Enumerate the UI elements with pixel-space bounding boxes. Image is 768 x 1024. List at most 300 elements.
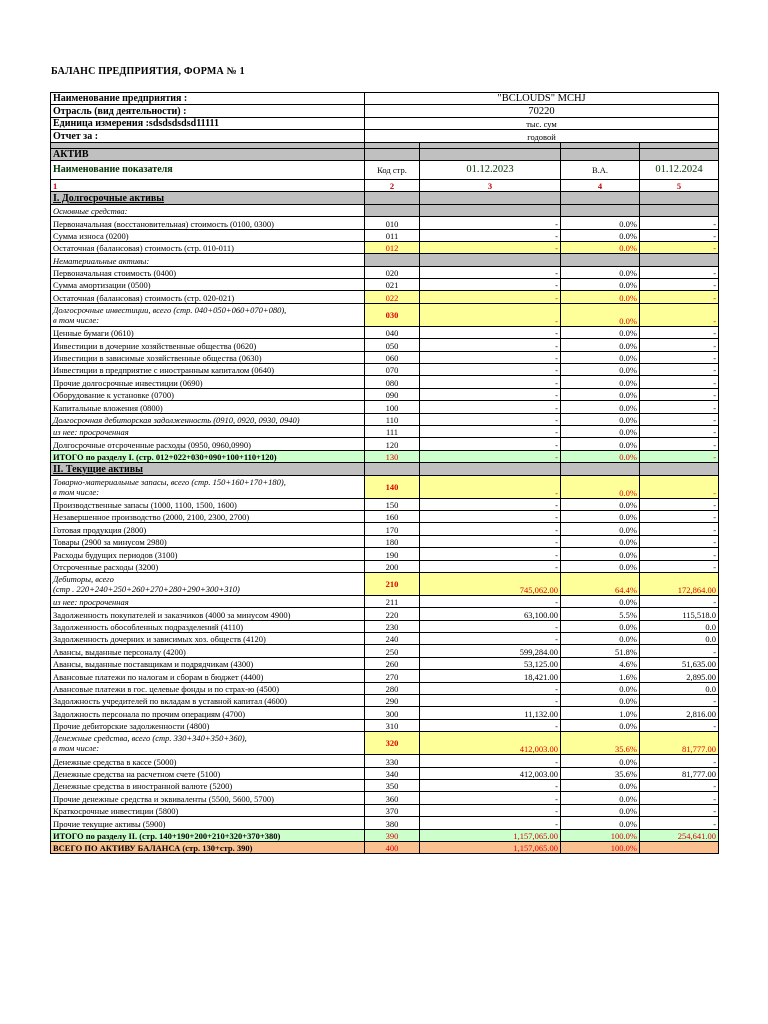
column-number-row bbox=[51, 179, 719, 191]
table-row bbox=[51, 279, 719, 291]
row-code: 340 bbox=[365, 767, 420, 779]
row-value-v2: - bbox=[640, 351, 719, 363]
row-label: Авансы, выданные поставщикам и подрядчикам (4300) bbox=[51, 657, 365, 669]
row-code: 310 bbox=[365, 719, 420, 731]
row-value-v1: - bbox=[420, 779, 561, 791]
row-label-line2: (стр . 220+240+250+260+270+280+290+300+310) bbox=[53, 583, 240, 594]
row-label-line: Долгосрочные инвестиции, всего (стр. 040+050+060+070+080), bbox=[53, 304, 287, 315]
row-code: 190 bbox=[365, 548, 420, 560]
row-value-va: 0.0% bbox=[561, 560, 640, 572]
row-code: 280 bbox=[365, 682, 420, 694]
row-value-v1: 1,157,065.00 bbox=[420, 841, 561, 853]
row-value-v2: 81,777.00 bbox=[640, 732, 719, 755]
row-code: 390 bbox=[365, 829, 420, 841]
row-value-va: 0.0% bbox=[561, 376, 640, 388]
row-label: Первоначальная (восстановительная) стоимость (0100, 0300) bbox=[51, 217, 365, 229]
row-value-v2: - bbox=[640, 755, 719, 767]
row-value-v1: 412,003.00 bbox=[420, 732, 561, 755]
row-code: 120 bbox=[365, 438, 420, 450]
row-code: 180 bbox=[365, 535, 420, 547]
table-row bbox=[51, 339, 719, 351]
row-label: Капитальные вложения (0800) bbox=[51, 401, 365, 413]
row-value-v1: 745,062.00 bbox=[420, 572, 561, 595]
row-label: Инвестиции в зависимые хозяйственные общества (0630) bbox=[51, 351, 365, 363]
row-value-v2: - bbox=[640, 510, 719, 522]
table-row bbox=[51, 707, 719, 719]
row-code: 300 bbox=[365, 707, 420, 719]
row-value-va: 35.6% bbox=[561, 767, 640, 779]
table-row bbox=[51, 291, 719, 303]
table-row bbox=[51, 498, 719, 510]
row-value-v2: - bbox=[640, 401, 719, 413]
row-code: 011 bbox=[365, 229, 420, 241]
table-row bbox=[51, 303, 719, 326]
row-value-v1: - bbox=[420, 450, 561, 462]
table-row bbox=[51, 620, 719, 632]
row-code: 010 bbox=[365, 217, 420, 229]
row-value-v2: - bbox=[640, 388, 719, 400]
row-code: 111 bbox=[365, 425, 420, 437]
row-value-va: 0.0% bbox=[561, 595, 640, 607]
table-row bbox=[51, 682, 719, 694]
row-value-v1: 53,125.00 bbox=[420, 657, 561, 669]
empty-cell bbox=[365, 192, 420, 204]
row-value-va: 0.0% bbox=[561, 279, 640, 291]
row-code: 220 bbox=[365, 608, 420, 620]
column-number: 1 bbox=[51, 179, 365, 191]
empty-cell bbox=[640, 254, 719, 266]
empty-cell bbox=[420, 463, 561, 475]
section-title: II. Текущие активы bbox=[51, 463, 365, 475]
row-code: 140 bbox=[365, 475, 420, 498]
empty-cell bbox=[420, 148, 561, 160]
table-row bbox=[51, 560, 719, 572]
row-value-va: 64.4% bbox=[561, 572, 640, 595]
row-value-v2: - bbox=[640, 303, 719, 326]
column-header-date1: 01.12.2023 bbox=[420, 160, 561, 179]
row-value-v2: - bbox=[640, 376, 719, 388]
row-label: Сумма износа (0200) bbox=[51, 229, 365, 241]
column-header-row bbox=[51, 160, 719, 179]
row-value-v2: 0.0 bbox=[640, 633, 719, 645]
row-label: Ценные бумаги (0610) bbox=[51, 326, 365, 338]
row-value-v1: - bbox=[420, 413, 561, 425]
table-row bbox=[51, 401, 719, 413]
row-value-v1: - bbox=[420, 303, 561, 326]
row-label: Остаточная (балансовая) стоимость (стр. 020-021) bbox=[51, 291, 365, 303]
empty-cell bbox=[420, 204, 561, 216]
row-code: 110 bbox=[365, 413, 420, 425]
row-code: 090 bbox=[365, 388, 420, 400]
subsection-title: Основные средства: bbox=[51, 204, 365, 216]
industry-value: 70220 bbox=[365, 105, 719, 117]
row-value-v2: - bbox=[640, 595, 719, 607]
row-value-v1: - bbox=[420, 326, 561, 338]
table-row bbox=[51, 450, 719, 462]
row-label: Авансовые платежи в гос. целевые фонды и по страх-ю (4500) bbox=[51, 682, 365, 694]
table-row bbox=[51, 229, 719, 241]
table-row bbox=[51, 572, 719, 595]
row-code: 160 bbox=[365, 510, 420, 522]
row-value-v2 bbox=[640, 841, 719, 853]
row-label: Краткосрочные инвестиции (5800) bbox=[51, 804, 365, 816]
row-value-v1: - bbox=[420, 817, 561, 829]
empty-cell bbox=[365, 254, 420, 266]
row-label: Инвестиции в предприятие с иностранным капиталом (0640) bbox=[51, 364, 365, 376]
row-value-v2: - bbox=[640, 695, 719, 707]
row-label-line2: в том числе: bbox=[53, 314, 100, 325]
row-code: 211 bbox=[365, 595, 420, 607]
row-value-va: 0.0% bbox=[561, 523, 640, 535]
row-value-v2: - bbox=[640, 817, 719, 829]
row-value-v2: - bbox=[640, 425, 719, 437]
row-code: 020 bbox=[365, 266, 420, 278]
row-value-va: 0.0% bbox=[561, 510, 640, 522]
section-title: I. Долгосрочные активы bbox=[51, 192, 365, 204]
row-value-v2: 115,518.0 bbox=[640, 608, 719, 620]
row-value-va: 0.0% bbox=[561, 229, 640, 241]
period-value: годовой bbox=[365, 130, 719, 142]
column-header-date2: 01.12.2024 bbox=[640, 160, 719, 179]
row-label: Долгосрочная дебиторская задолженность (0910, 0920, 0930, 0940) bbox=[51, 413, 365, 425]
row-value-v1: - bbox=[420, 376, 561, 388]
row-value-v1: - bbox=[420, 279, 561, 291]
row-value-v1: - bbox=[420, 291, 561, 303]
table-row bbox=[51, 645, 719, 657]
row-code: 210 bbox=[365, 572, 420, 595]
row-value-va: 0.0% bbox=[561, 535, 640, 547]
row-value-va: 51.8% bbox=[561, 645, 640, 657]
row-value-va: 0.0% bbox=[561, 804, 640, 816]
row-label-line: Денежные средства, всего (стр. 330+340+350+360), bbox=[53, 733, 247, 744]
row-value-v1: - bbox=[420, 339, 561, 351]
row-code: 240 bbox=[365, 633, 420, 645]
row-value-va: 0.0% bbox=[561, 450, 640, 462]
row-value-va: 0.0% bbox=[561, 326, 640, 338]
row-code: 250 bbox=[365, 645, 420, 657]
row-value-v1: - bbox=[420, 229, 561, 241]
header-row-company bbox=[51, 93, 719, 105]
table-row bbox=[51, 548, 719, 560]
row-label-line2: в том числе: bbox=[53, 743, 100, 754]
row-value-v2: - bbox=[640, 339, 719, 351]
row-code: 380 bbox=[365, 817, 420, 829]
row-label: Незавершенное производство (2000, 2100, 2300, 2700) bbox=[51, 510, 365, 522]
row-label-line: Товарно-материальные запасы, всего (стр. 150+160+170+180), bbox=[53, 476, 286, 487]
empty-cell bbox=[365, 204, 420, 216]
row-value-va: 0.0% bbox=[561, 303, 640, 326]
table-row bbox=[51, 376, 719, 388]
row-value-v2: 0.0 bbox=[640, 620, 719, 632]
row-value-v1: - bbox=[420, 792, 561, 804]
table-row bbox=[51, 241, 719, 253]
row-value-v2: - bbox=[640, 548, 719, 560]
table-row bbox=[51, 670, 719, 682]
row-label: из нее: просроченная bbox=[51, 595, 365, 607]
row-value-va: 0.0% bbox=[561, 351, 640, 363]
row-value-va: 0.0% bbox=[561, 475, 640, 498]
table-row bbox=[51, 657, 719, 669]
row-value-va: 0.0% bbox=[561, 682, 640, 694]
row-code: 260 bbox=[365, 657, 420, 669]
row-label: Денежные средства на расчетном счете (5100) bbox=[51, 767, 365, 779]
column-header-va: В.А. bbox=[561, 160, 640, 179]
empty-cell bbox=[420, 254, 561, 266]
column-number: 5 bbox=[640, 179, 719, 191]
empty-cell bbox=[420, 192, 561, 204]
row-label: Денежные средства в иностранной валюте (5200) bbox=[51, 779, 365, 791]
row-value-v1: - bbox=[420, 475, 561, 498]
row-value-v1: 412,003.00 bbox=[420, 767, 561, 779]
row-label: Денежные средства в кассе (5000) bbox=[51, 755, 365, 767]
row-value-va: 0.0% bbox=[561, 755, 640, 767]
row-value-v2: 81,777.00 bbox=[640, 767, 719, 779]
empty-cell bbox=[561, 148, 640, 160]
row-label: ИТОГО по разделу II. (стр. 140+190+200+210+320+370+380) bbox=[51, 829, 365, 841]
row-value-v1: - bbox=[420, 498, 561, 510]
table-row bbox=[51, 841, 719, 853]
balance-sheet-table bbox=[50, 92, 719, 854]
empty-cell bbox=[561, 254, 640, 266]
row-value-va: 1.6% bbox=[561, 670, 640, 682]
row-value-va: 0.0% bbox=[561, 695, 640, 707]
table-row bbox=[51, 817, 719, 829]
row-code: 320 bbox=[365, 732, 420, 755]
aktiv-label: АКТИВ bbox=[51, 148, 365, 160]
table-row bbox=[51, 510, 719, 522]
row-value-va: 0.0% bbox=[561, 817, 640, 829]
row-value-va: 0.0% bbox=[561, 719, 640, 731]
row-value-va: 0.0% bbox=[561, 401, 640, 413]
header-label: Отрасль (вид деятельности) : bbox=[51, 105, 365, 117]
table-row bbox=[51, 326, 719, 338]
row-value-va: 0.0% bbox=[561, 388, 640, 400]
table-row bbox=[51, 463, 719, 475]
row-label bbox=[51, 475, 365, 498]
row-value-v1: - bbox=[420, 804, 561, 816]
row-label: Прочие денежные средства и эквиваленты (5500, 5600, 5700) bbox=[51, 792, 365, 804]
row-label bbox=[51, 572, 365, 595]
row-value-v1: - bbox=[420, 595, 561, 607]
row-value-v1: 11,132.00 bbox=[420, 707, 561, 719]
row-value-v2: - bbox=[640, 560, 719, 572]
row-value-v2: - bbox=[640, 523, 719, 535]
header-label: Единица измерения :sdsdsdsdsd11111 bbox=[51, 117, 365, 129]
column-header-code: Код стр. bbox=[365, 160, 420, 179]
table-row bbox=[51, 523, 719, 535]
row-value-va: 0.0% bbox=[561, 364, 640, 376]
row-value-v1: - bbox=[420, 695, 561, 707]
row-value-v2: - bbox=[640, 475, 719, 498]
row-label: Остаточная (балансовая) стоимость (стр. 010-011) bbox=[51, 241, 365, 253]
row-value-v1: - bbox=[420, 560, 561, 572]
row-value-v2: 0.0 bbox=[640, 682, 719, 694]
column-number: 4 bbox=[561, 179, 640, 191]
row-value-v2: - bbox=[640, 291, 719, 303]
row-value-v1: - bbox=[420, 241, 561, 253]
row-value-v2: 2,895.00 bbox=[640, 670, 719, 682]
row-code: 150 bbox=[365, 498, 420, 510]
column-number: 2 bbox=[365, 179, 420, 191]
header-row-industry bbox=[51, 105, 719, 117]
row-label: ИТОГО по разделу I. (стр. 012+022+030+090+100+110+120) bbox=[51, 450, 365, 462]
row-value-v2: - bbox=[640, 364, 719, 376]
row-label: Долгосрочные отсроченные расходы (0950, 0960,0990) bbox=[51, 438, 365, 450]
table-row bbox=[51, 351, 719, 363]
row-label: Расходы будущих периодов (3100) bbox=[51, 548, 365, 560]
row-label: Авансовые платежи по налогам и сборам в бюджет (4400) bbox=[51, 670, 365, 682]
table-row bbox=[51, 608, 719, 620]
table-row bbox=[51, 829, 719, 841]
row-code: 330 bbox=[365, 755, 420, 767]
table-row bbox=[51, 779, 719, 791]
row-value-v2: - bbox=[640, 229, 719, 241]
row-value-v1: 1,157,065.00 bbox=[420, 829, 561, 841]
row-value-v1: 63,100.00 bbox=[420, 608, 561, 620]
row-value-v2: - bbox=[640, 804, 719, 816]
row-label: Прочие дебиторские задолженности (4800) bbox=[51, 719, 365, 731]
row-value-va: 5.5% bbox=[561, 608, 640, 620]
row-value-va: 0.0% bbox=[561, 425, 640, 437]
row-code: 130 bbox=[365, 450, 420, 462]
empty-cell bbox=[640, 192, 719, 204]
table-row bbox=[51, 767, 719, 779]
row-label: Задолжность персонала по прочим операциям (4700) bbox=[51, 707, 365, 719]
table-row bbox=[51, 719, 719, 731]
document-title: БАЛАНС ПРЕДПРИЯТИЯ, ФОРМА № 1 bbox=[51, 66, 245, 77]
row-value-va: 0.0% bbox=[561, 548, 640, 560]
row-label: Первоначальная стоимость (0400) bbox=[51, 266, 365, 278]
table-row bbox=[51, 804, 719, 816]
row-label: Прочие долгосрочные инвестиции (0690) bbox=[51, 376, 365, 388]
row-label bbox=[51, 303, 365, 326]
table-row bbox=[51, 192, 719, 204]
row-value-va: 4.6% bbox=[561, 657, 640, 669]
row-code: 050 bbox=[365, 339, 420, 351]
row-value-va: 0.0% bbox=[561, 291, 640, 303]
row-value-va: 0.0% bbox=[561, 413, 640, 425]
row-label: Сумма амортизации (0500) bbox=[51, 279, 365, 291]
row-value-va: 100.0% bbox=[561, 829, 640, 841]
row-value-v2: - bbox=[640, 438, 719, 450]
row-label: Отсроченные расходы (3200) bbox=[51, 560, 365, 572]
table-row bbox=[51, 732, 719, 755]
table-row bbox=[51, 792, 719, 804]
empty-cell bbox=[365, 463, 420, 475]
empty-cell bbox=[640, 204, 719, 216]
row-value-v2: 2,816.00 bbox=[640, 707, 719, 719]
table-row bbox=[51, 595, 719, 607]
header-row-period bbox=[51, 130, 719, 142]
empty-cell bbox=[561, 204, 640, 216]
row-value-v2: - bbox=[640, 719, 719, 731]
table-row bbox=[51, 633, 719, 645]
row-label: Прочие текущие активы (5900) bbox=[51, 817, 365, 829]
table-row bbox=[51, 364, 719, 376]
row-value-v2: 172,864.00 bbox=[640, 572, 719, 595]
row-label: Инвестиции в дочерние хозяйственные общества (0620) bbox=[51, 339, 365, 351]
table-row bbox=[51, 388, 719, 400]
row-code: 170 bbox=[365, 523, 420, 535]
row-value-v1: - bbox=[420, 351, 561, 363]
table-row bbox=[51, 254, 719, 266]
row-value-v2: - bbox=[640, 217, 719, 229]
row-code: 070 bbox=[365, 364, 420, 376]
row-value-v1: - bbox=[420, 535, 561, 547]
empty-cell bbox=[640, 463, 719, 475]
row-value-va: 0.0% bbox=[561, 620, 640, 632]
row-value-v1: - bbox=[420, 388, 561, 400]
row-value-v2: - bbox=[640, 535, 719, 547]
row-label: Авансы, выданные персоналу (4200) bbox=[51, 645, 365, 657]
row-value-v1: - bbox=[420, 401, 561, 413]
row-label-line2: в том числе: bbox=[53, 486, 100, 497]
column-number: 3 bbox=[420, 179, 561, 191]
row-value-v1: - bbox=[420, 523, 561, 535]
row-value-v2: - bbox=[640, 645, 719, 657]
unit-value: тыс. сум bbox=[365, 117, 719, 129]
row-value-va: 0.0% bbox=[561, 266, 640, 278]
row-value-v1: - bbox=[420, 425, 561, 437]
row-value-va: 0.0% bbox=[561, 498, 640, 510]
row-label: Товары (2900 за минусом 2980) bbox=[51, 535, 365, 547]
table-row bbox=[51, 204, 719, 216]
row-label: Задолжность учредителей по вкладам в уставной капитал (4600) bbox=[51, 695, 365, 707]
header-label: Отчет за : bbox=[51, 130, 365, 142]
row-code: 100 bbox=[365, 401, 420, 413]
row-value-va: 100.0% bbox=[561, 841, 640, 853]
row-value-va: 0.0% bbox=[561, 339, 640, 351]
row-value-v1: - bbox=[420, 682, 561, 694]
table-row bbox=[51, 438, 719, 450]
row-value-v1: - bbox=[420, 438, 561, 450]
row-label-line: Дебиторы, всего bbox=[53, 573, 114, 584]
row-code: 021 bbox=[365, 279, 420, 291]
row-label: Производственные запасы (1000, 1100, 1500, 1600) bbox=[51, 498, 365, 510]
header-row-unit bbox=[51, 117, 719, 129]
table-row bbox=[51, 425, 719, 437]
row-label: Задолженность покупателей и заказчиков (4000 за минусом 4900) bbox=[51, 608, 365, 620]
row-value-v2: - bbox=[640, 413, 719, 425]
table-row bbox=[51, 413, 719, 425]
row-label bbox=[51, 732, 365, 755]
row-value-v2: - bbox=[640, 498, 719, 510]
row-code: 080 bbox=[365, 376, 420, 388]
row-value-v2: - bbox=[640, 326, 719, 338]
row-value-v2: - bbox=[640, 779, 719, 791]
row-code: 370 bbox=[365, 804, 420, 816]
row-value-v1: - bbox=[420, 266, 561, 278]
row-value-v1: - bbox=[420, 510, 561, 522]
table-row bbox=[51, 695, 719, 707]
row-code: 400 bbox=[365, 841, 420, 853]
row-value-v2: - bbox=[640, 279, 719, 291]
row-code: 022 bbox=[365, 291, 420, 303]
row-value-va: 0.0% bbox=[561, 217, 640, 229]
row-value-va: 0.0% bbox=[561, 241, 640, 253]
row-code: 030 bbox=[365, 303, 420, 326]
row-value-v1: 18,421.00 bbox=[420, 670, 561, 682]
company-name-value: "BCLOUDS" MCHJ bbox=[365, 93, 719, 105]
row-value-v2: 51,635.00 bbox=[640, 657, 719, 669]
row-value-v1: - bbox=[420, 755, 561, 767]
row-value-va: 1.0% bbox=[561, 707, 640, 719]
row-value-v2: 254,641.00 bbox=[640, 829, 719, 841]
row-value-v2: - bbox=[640, 792, 719, 804]
row-value-v1: - bbox=[420, 217, 561, 229]
row-code: 290 bbox=[365, 695, 420, 707]
row-label: из нее: просроченная bbox=[51, 425, 365, 437]
